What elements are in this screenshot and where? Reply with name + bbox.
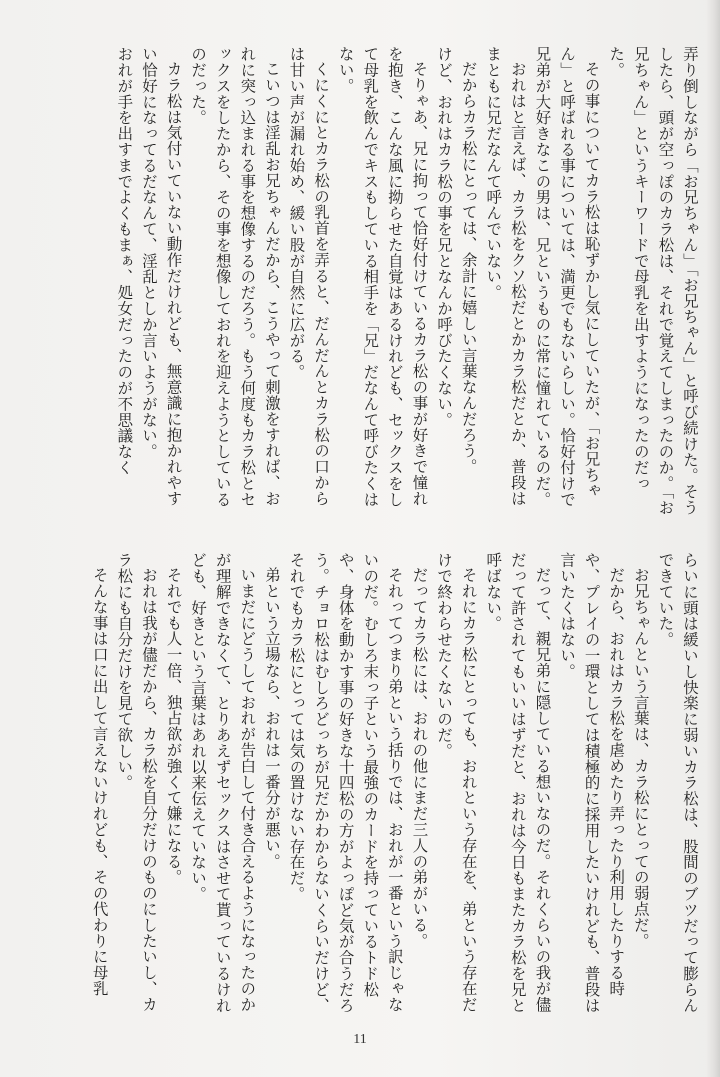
paragraph: 弟という立場なら、おれは一番分が悪い。 [262,567,281,870]
paragraph: だってカラ松には、おれの他にまだ三人の弟がいる。 [410,567,429,949]
paragraph: それでも人一倍、独占欲が強くて嫌になる。 [164,567,183,886]
paragraph: こいつは淫乱お兄ちゃんだから、こうやって刺激をすれば、おれに突っ込まれる事を想像するのだろう。もう何度もカラ松とセックスをしたから、その事を想像しておれを迎えようとしているのだった。 [189,46,281,508]
paragraph: おれはと言えば、カラ松をクソ松だとかカラ松だとか、普段はまともに兄だなんて呼んでいない。 [484,46,527,507]
paragraph: だって、親兄弟に隠している想いなのだ。それくらいの我が儘だって許されてもいいはずだと、おれは今日もまたカラ松を兄と呼ばない。 [484,552,552,1014]
paragraph: お兄ちゃんという言葉は、カラ松にとっての弱点だ。 [631,567,650,949]
paragraph: カラ松は気付いていない動作だけれども、無意識に抱かれやすい恰好になってるだなんて、淫乱としか言いようがない。 [139,46,183,507]
paragraph: いまだにどうしておれが告白して付き合えるようになったのかが理解できなくて、とりあえずセックスはさせて貰っているけれども、好きという言葉はあれ以来伝えていない。 [189,552,257,1014]
paragraph: そんな事は口に出して言えないけれども、その代わりに母乳 [90,567,109,997]
upper-text-block [82,46,702,516]
paragraph: けど、おれはカラ松の事を兄となんか呼びたくない。 [435,46,454,428]
paragraph: おれは我が儘だから、カラ松を自分だけのものにしたいし、カラ松にも自分だけを見て欲しい。 [115,552,158,1013]
page-gutter-shadow [706,0,720,1077]
paragraph: だからカラ松にとっては、余計に嬉しい言葉なんだろう。 [459,61,478,475]
paragraph: その事についてカラ松は恥ずかし気にしていたが、「お兄ちゃん」と呼ばれる事については、満更でもないらしい。恰好付けで兄弟が大好きなこの男は、兄というものに常に憧れているのだ。 [533,46,601,508]
paragraph: おれが手を出すまでよくもまぁ、処女だったのが不思議なく [115,46,134,476]
paragraph: それってつまり弟という括りでは、おれが一番という訳じゃないのだ。むしろ末っ子という最強のカードを持っているトド松や、身体を動かす事の好きな十四松の方がよっぽど気が合うだろう。チョロ松はむしろどっちが兄だかわからないくらいだけど、それでもカラ松にとっては気の置けない存在だ。 [287,552,404,1014]
paragraph: そりゃあ、兄に拘って恰好付けているカラ松の事が好きで憧れを抱き、こんな風に拗らせた自覚はあるけれども、セックスをして母乳を飲んでキスもしている相手を「兄」だなんて呼びたくはない。 [336,46,429,508]
paragraph: くにくにとカラ松の乳首を弄ると、だんだんとカラ松の口からは甘い声が漏れ始め、緩い股が自然に広がる。 [287,46,331,507]
lower-text-block [82,552,702,1022]
page-number: 11 [353,1032,367,1047]
paragraph: らいに頭は緩いし快楽に弱いカラ松は、股間のブツだって膨らんできていた。 [656,552,699,1014]
paragraph: だから、おれはカラ松を虐めたり弄ったり利用したりする時や、プレイの一環としては積極的に採用したいけれども、普段は言いたくはない。 [558,552,626,1014]
paragraph: 弄り倒しながら「お兄ちゃん」「お兄ちゃん」と呼び続けた。そうしたら、頭が空っぽのカラ松は、それで覚えてしまったのか。「お兄ちゃん」というキーワードで母乳を出すようになったのだった。 [607,46,699,516]
paragraph: それにカラ松にとっても、おれという存在を、弟という存在だけで終わらせたくないのだ。 [435,552,478,1013]
